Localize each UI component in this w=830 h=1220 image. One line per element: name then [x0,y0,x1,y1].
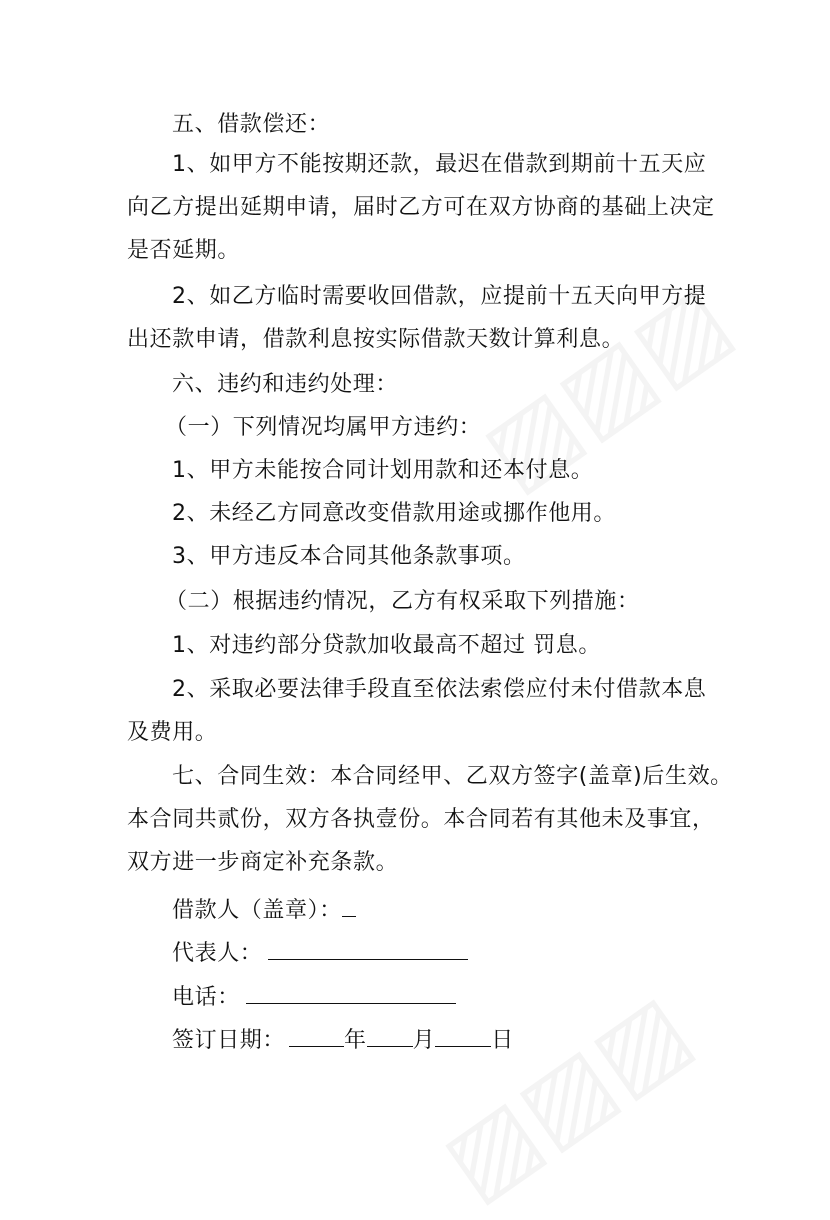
paragraph-line: 及费用。 [127,720,218,745]
section-7-line: 双方进一步商定补充条款。 [127,850,399,875]
paragraph-line: 是否延期。 [127,238,241,263]
phone-blank[interactable] [246,981,456,1004]
day-label: 日 [491,1028,514,1053]
subsection-1-title: （一）下列情况均属甲方违约： [165,415,482,440]
representative-label: 代表人： [172,941,263,966]
signature-borrower [172,894,356,926]
paragraph-line: 1、如甲方不能按期还款，最迟在借款到期前十五天应 [172,152,707,177]
day-blank[interactable] [435,1024,491,1047]
year-label: 年 [344,1028,367,1053]
list-item: 3、甲方违反本合同其他条款事项。 [172,544,526,569]
borrower-blank[interactable] [342,894,356,917]
phone-label: 电话： [172,985,240,1010]
signature-date [172,1024,514,1056]
list-item: 1、对违约部分贷款加收最高不超过 罚息。 [172,633,601,658]
section-7-line: 本合同共贰份，双方各执壹份。本合同若有其他未及事宜， [127,807,715,832]
signature-representative [172,937,468,969]
paragraph-line: 2、如乙方临时需要收回借款，应提前十五天向甲方提 [172,284,707,309]
year-blank[interactable] [289,1024,344,1047]
signature-borrower-label: 借款人（盖章）： [172,898,342,923]
date-label: 签订日期： [172,1028,286,1053]
section-7-line: 七、合同生效：本合同经甲、乙双方签字(盖章)后生效。 [172,764,733,789]
signature-phone [172,981,456,1013]
list-item: 1、甲方未能按合同计划用款和还本付息。 [172,458,594,483]
list-item: 2、未经乙方同意改变借款用途或挪作他用。 [172,501,616,526]
list-item: 2、采取必要法律手段直至依法索偿应付未付借款本息 [172,677,707,702]
section-6-title: 六、违约和违约处理： [172,372,399,397]
section-5-title: 五、借款偿还： [172,112,331,137]
month-label: 月 [412,1028,436,1053]
paragraph-line: 向乙方提出延期申请，届时乙方可在双方协商的基础上决定 [127,195,715,220]
month-blank[interactable] [367,1024,413,1047]
watermark [422,972,709,1220]
paragraph-line: 出还款申请，借款利息按实际借款天数计算利息。 [127,327,625,352]
representative-blank[interactable] [268,937,468,960]
subsection-2-title: （二）根据违约情况，乙方有权采取下列措施： [165,589,640,614]
